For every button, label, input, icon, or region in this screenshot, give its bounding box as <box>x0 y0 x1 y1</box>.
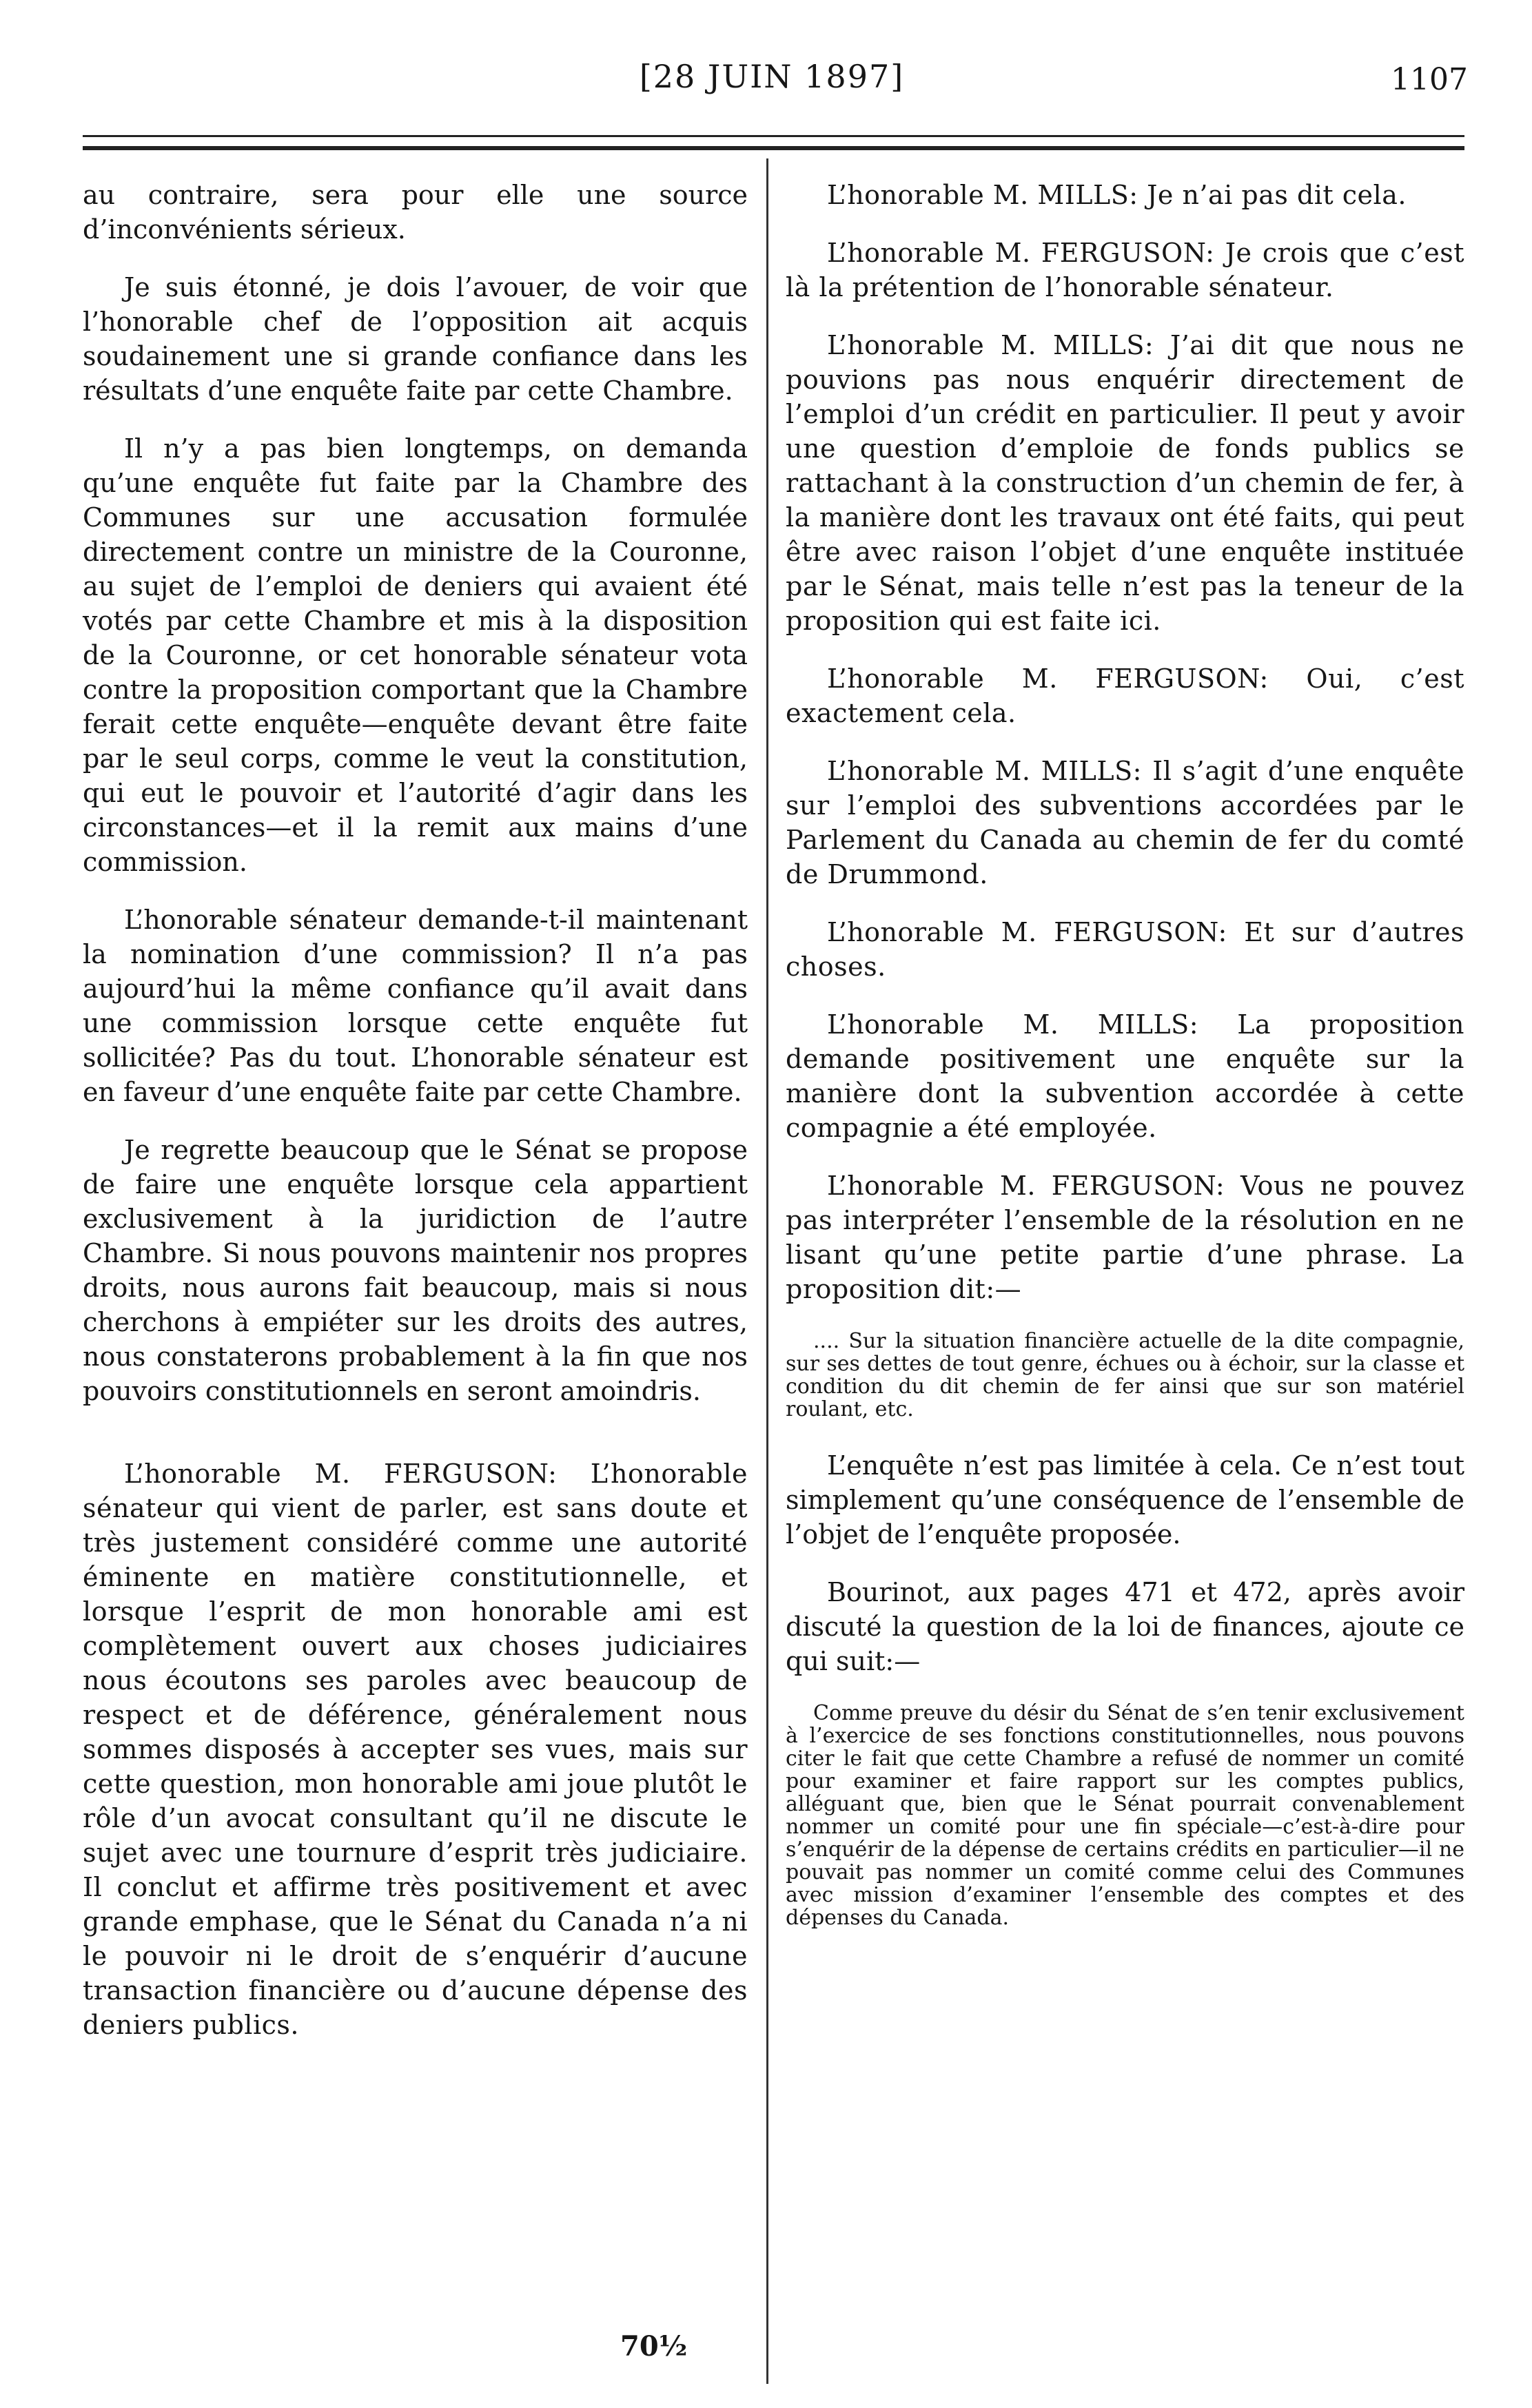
paragraph: Je regrette beaucoup que le Sénat se propose de faire une enquête lorsque cela appartient exclusivement à la juridiction de l’autre Chambre. Si nous pouvons maintenir nos propres droits, nous aurons fait beaucoup, mais si nous cherchons à empiéter sur les droits des autres, nous constaterons probablement à la fin que nos pouvoirs constitutionnels en seront amoindris. <box>83 1135 748 1406</box>
block-quote: Comme preuve du désir du Sénat de s’en tenir exclusivement à l’exercice de ses fonctions constitutionnelles, nous pouvons citer le fait que cette Chambre a refusé de nommer un comité pour examiner et faire rapport sur les comptes publics, alléguant que, bien que le Sénat pourrait convenablement nommer un comité pour une fin spéciale—c’est-à-dire pour s’enquérir de la dépense de certains crédits en particulier—il ne pouvait pas nommer un comité comme celui des Communes avec mission d’examiner l’ensemble des comptes et des dépenses du Canada. <box>786 1701 1464 1930</box>
speaker-paragraph: L’honorable M. MILLS: Il s’agit d’une enquête sur l’emploi des subventions accordées par le Parlement du Canada au chemin de fer du comté de Drummond. <box>786 756 1464 889</box>
speaker-paragraph: L’honorable M. FERGUSON: Oui, c’est exactement cela. <box>786 663 1464 728</box>
speaker-paragraph: L’honorable M. FERGUSON: Je crois que c’est là la prétention de l’honorable sénateur. <box>786 238 1464 302</box>
speaker-paragraph: L’honorable M. MILLS: Je n’ai pas dit cela. <box>827 180 1407 210</box>
speaker-paragraph: L’honorable M. MILLS: La proposition demande positivement une enquête sur la manière dont la subvention accordée à cette compagnie a été employée. <box>786 1009 1464 1143</box>
speaker-paragraph: L’honorable M. MILLS: J’ai dit que nous ne pouvions pas nous enquérir directement de l’emploi d’un crédit en particulier. Il peut y avoir une question d’emploie de fonds publics se rattachant à la construction d’un chemin de fer, à la manière dont les travaux ont été faits, qui peut être avec raison l’objet d’une enquête instituée par le Sénat, mais telle n’est pas la teneur de la proposition qui est faite ici. <box>786 330 1464 636</box>
speaker-paragraph: L’honorable M. FERGUSON: Et sur d’autres choses. <box>786 917 1464 982</box>
header-rule-thin <box>83 135 1464 137</box>
left-column <box>83 178 748 2066</box>
speaker-paragraph: L’honorable M. FERGUSON: L’honorable sénateur qui vient de parler, est sans doute et très justement considéré comme une autorité éminente en matière constitutionnelle, et lorsque l’esprit de mon honorable ami est complètement ouvert aux choses judiciaires nous écoutons ses paroles avec beaucoup de respect et de déférence, généralement nous sommes disposés à accepter ses vues, mais sur cette question, mon honorable ami joue plutôt le rôle d’un avocat consultant qu’il ne discute le sujet avec une tournure d’esprit très judiciaire. Il conclut et affirme très positivement et avec grande emphase, que le Sénat du Canada n’a ni le pouvoir ni le droit de s’enquérir d’aucune transaction financière ou d’aucune dépense des deniers publics. <box>83 1459 748 2040</box>
paragraph: Bourinot, aux pages 471 et 472, après avoir discuté la question de la loi de finances, ajoute ce qui suit:— <box>786 1577 1464 1676</box>
signature-mark: 70½ <box>620 2330 688 2363</box>
speaker-paragraph: L’honorable M. FERGUSON: Vous ne pouvez pas interpréter l’ensemble de la résolution en ne lisant qu’une petite partie d’une phrase. La proposition dit:— <box>786 1171 1464 1304</box>
column-divider <box>766 158 768 2384</box>
page-date: [28 JUIN 1897] <box>639 58 905 95</box>
right-column <box>786 178 1464 1957</box>
page-header <box>76 54 1468 109</box>
paragraph: au contraire, sera pour elle une source d’inconvénients sérieux. <box>83 180 748 245</box>
paragraph: Il n’y a pas bien longtemps, on demanda qu’une enquête fut faite par la Chambre des Communes sur une accusation formulée directement contre un ministre de la Couronne, au sujet de l’emploi de deniers qui avaient été votés par cette Chambre et mis à la disposition de la Couronne, or cet honorable sénateur vota contre la proposition comportant que la Chambre ferait cette enquête—enquête devant être faite par le seul corps, comme le veut la constitution, qui eut le pouvoir et l’autorité d’agir dans les circonstances—et il la remit aux mains d’une commission. <box>83 433 748 877</box>
paragraph: Je suis étonné, je dois l’avouer, de voir que l’honorable chef de l’opposition ait acquis soudainement une si grande confiance dans les résultats d’une enquête faite par cette Chambre. <box>83 272 748 406</box>
page-number: 1107 <box>1391 62 1468 97</box>
paragraph: L’honorable sénateur demande-t-il maintenant la nomination d’une commission? Il n’a pas aujourd’hui la même confiance qu’il avait dans une commission lorsque cette enquête fut sollicitée? Pas du tout. L’honorable sénateur est en faveur d’une enquête faite par cette Chambre. <box>83 905 748 1107</box>
header-rule-thick <box>83 146 1464 150</box>
paragraph: L’enquête n’est pas limitée à cela. Ce n’est tout simplement qu’une conséquence de l’ensemble de l’objet de l’enquête proposée. <box>786 1450 1464 1550</box>
block-quote: .... Sur la situation financière actuelle de la dite compagnie, sur ses dettes de tout genre, échues ou à échoir, sur la classe et condition du dit chemin de fer ainsi que sur son matériel roulant, etc. <box>786 1329 1464 1421</box>
